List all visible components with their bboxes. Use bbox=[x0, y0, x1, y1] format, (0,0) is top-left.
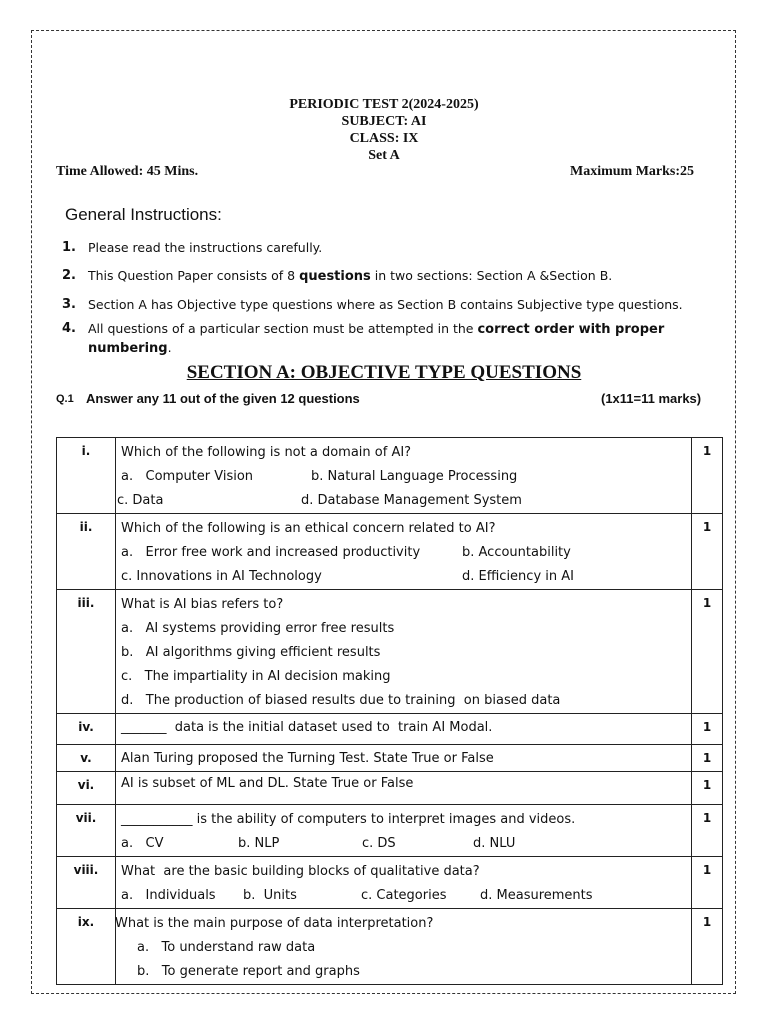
option-b: b. To generate report and graphs bbox=[137, 964, 360, 979]
question-number: vii. bbox=[57, 805, 116, 857]
instruction-text: All questions of a particular section must be attempted in the correct order with proper numbering. bbox=[88, 321, 665, 356]
question-number: ii. bbox=[57, 514, 116, 590]
option-b: b. Natural Language Processing bbox=[311, 469, 518, 484]
option-c: c. Data bbox=[117, 493, 164, 508]
question-marks: (1x11=11 marks) bbox=[601, 391, 702, 406]
maximum-marks: Maximum Marks:25 bbox=[570, 164, 695, 179]
option-c: c. Innovations in AI Technology bbox=[121, 569, 322, 584]
question-text: Which of the following is not a domain of AI? bbox=[121, 445, 412, 460]
question-label: Q.1 bbox=[56, 393, 74, 405]
option-d: d. NLU bbox=[473, 836, 516, 851]
option-d: d. The production of biased results due to training on biased data bbox=[121, 693, 561, 708]
option-d: d. Efficiency in AI bbox=[462, 569, 574, 584]
question-text: ___________ is the ability of computers to interpret images and videos. bbox=[121, 812, 576, 827]
table-row bbox=[57, 714, 723, 745]
subject-line: SUBJECT: AI bbox=[341, 114, 427, 129]
question-text: What are the basic building blocks of qualitative data? bbox=[121, 864, 480, 879]
option-b: b. Units bbox=[243, 888, 297, 903]
question-number: iii. bbox=[57, 590, 116, 714]
questions-table bbox=[56, 437, 723, 985]
question-mark: 1 bbox=[692, 857, 723, 909]
option-a: a. Computer Vision bbox=[121, 469, 254, 484]
table-row bbox=[57, 745, 723, 772]
table-row bbox=[57, 772, 723, 805]
question-mark: 1 bbox=[692, 438, 723, 514]
question-mark: 1 bbox=[692, 805, 723, 857]
question-text: Alan Turing proposed the Turning Test. State True or False bbox=[121, 751, 494, 766]
option-b: b. Accountability bbox=[462, 545, 571, 560]
instruction-number: 1. bbox=[62, 240, 76, 255]
question-text: What is the main purpose of data interpretation? bbox=[115, 916, 434, 931]
table-row bbox=[57, 909, 723, 985]
option-b: b. AI algorithms giving efficient results bbox=[121, 645, 381, 660]
time-allowed: Time Allowed: 45 Mins. bbox=[56, 164, 199, 179]
question-number: v. bbox=[57, 745, 116, 772]
instruction-text: Please read the instructions carefully. bbox=[88, 240, 323, 255]
instruction-number: 4. bbox=[62, 321, 76, 336]
option-b: b. NLP bbox=[238, 836, 280, 851]
table-row bbox=[57, 438, 723, 514]
question-text: What is AI bias refers to? bbox=[121, 597, 284, 612]
instructions-heading: General Instructions: bbox=[65, 205, 222, 224]
option-d: d. Measurements bbox=[480, 888, 593, 903]
question-mark: 1 bbox=[692, 745, 723, 772]
table-row bbox=[57, 805, 723, 857]
question-mark: 1 bbox=[692, 909, 723, 985]
table-row bbox=[57, 590, 723, 714]
instruction-number: 2. bbox=[62, 268, 76, 283]
option-c: c. The impartiality in AI decision making bbox=[121, 669, 391, 684]
option-a: a. CV bbox=[121, 836, 164, 851]
option-a: a. To understand raw data bbox=[137, 940, 316, 955]
question-number: iv. bbox=[57, 714, 116, 745]
question-mark: 1 bbox=[692, 714, 723, 745]
option-a: a. AI systems providing error free results bbox=[121, 621, 395, 636]
question-mark: 1 bbox=[692, 590, 723, 714]
instruction-number: 3. bbox=[62, 297, 76, 312]
section-a-title: SECTION A: OBJECTIVE TYPE QUESTIONS bbox=[186, 362, 582, 383]
option-a: a. Error free work and increased productivity bbox=[121, 545, 421, 560]
question-number: i. bbox=[57, 438, 116, 514]
question-text: Which of the following is an ethical concern related to AI? bbox=[121, 521, 496, 536]
option-a: a. Individuals bbox=[121, 888, 216, 903]
question-number: ix. bbox=[57, 909, 116, 985]
class-line: CLASS: IX bbox=[349, 131, 419, 146]
test-title: PERIODIC TEST 2(2024-2025) bbox=[289, 97, 479, 112]
question-number: vi. bbox=[57, 772, 116, 805]
question-mark: 1 bbox=[692, 514, 723, 590]
question-instruction: Answer any 11 out of the given 12 questions bbox=[86, 391, 360, 406]
instruction-text: Section A has Objective type questions where as Section B contains Subjective type questions. bbox=[88, 297, 683, 312]
option-d: d. Database Management System bbox=[301, 493, 522, 508]
question-text: AI is subset of ML and DL. State True or False bbox=[121, 776, 414, 791]
table-row bbox=[57, 857, 723, 909]
instruction-text: This Question Paper consists of 8 questions in two sections: Section A &Section B. bbox=[88, 268, 613, 284]
question-number: viii. bbox=[57, 857, 116, 909]
table-row bbox=[57, 514, 723, 590]
option-c: c. Categories bbox=[361, 888, 447, 903]
question-text: _______ data is the initial dataset used to train AI Modal. bbox=[121, 720, 493, 735]
question-mark: 1 bbox=[692, 772, 723, 805]
option-c: c. DS bbox=[362, 836, 396, 851]
set-line: Set A bbox=[368, 148, 400, 163]
